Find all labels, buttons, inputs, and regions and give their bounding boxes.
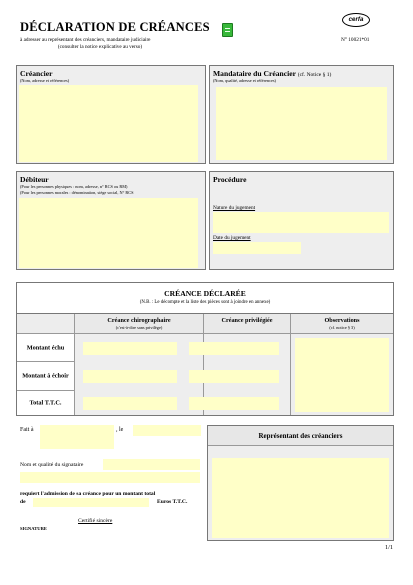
- debiteur-hint-physique: (Pour les personnes physiques : nom, adresse, n° RCS ou RM): [20, 184, 128, 189]
- representant-field[interactable]: [212, 458, 389, 538]
- chirographaire-a-echoir-field[interactable]: [83, 370, 177, 383]
- page-number: 1/1: [384, 544, 393, 551]
- creance-header: [17, 283, 393, 314]
- creance-title: CRÉANCE DÉCLARÉE: [164, 289, 246, 298]
- col-observations-label: Observations: [324, 317, 360, 324]
- creancier-field[interactable]: [19, 85, 198, 162]
- col-chirographaire: [75, 314, 204, 334]
- de-label: de: [20, 499, 26, 505]
- chirographaire-total-field[interactable]: [83, 397, 177, 410]
- nom-qualite-field-2[interactable]: [20, 472, 200, 483]
- mandataire-section: [209, 65, 394, 164]
- date-jugement-field[interactable]: [213, 242, 301, 254]
- row-montant-a-echoir: [17, 362, 75, 391]
- debiteur-field[interactable]: [19, 198, 198, 268]
- representant-header: [208, 426, 393, 446]
- mandataire-field[interactable]: [216, 87, 387, 160]
- fait-a-label: Fait à: [20, 427, 34, 433]
- montant-total-field[interactable]: [33, 498, 149, 507]
- nom-qualite-field[interactable]: [103, 459, 200, 470]
- mandataire-title-note: (cf. Notice § 1): [297, 72, 332, 78]
- debiteur-title: Débiteur: [20, 175, 49, 184]
- col-privilegiee-label: Créance privilégiée: [221, 317, 273, 324]
- date-jugement-label: Date du jugement: [213, 235, 251, 241]
- euros-ttc-label: Euros T.T.C.: [157, 499, 188, 505]
- debiteur-section: [16, 171, 206, 270]
- le-label: , le: [116, 427, 124, 433]
- debiteur-hint-morale: (Pour les personnes morales : dénomination, siège social, N° RCS: [20, 190, 134, 195]
- date-signature-field[interactable]: [133, 425, 201, 436]
- mandataire-title: Mandataire du Créancier (cf. Notice § 1): [213, 69, 332, 78]
- form-subtitle: à adresser au représentant des créanciers, mandataire judiciaire: [20, 37, 151, 43]
- row-label: Total T.T.C.: [29, 399, 62, 407]
- signature-label: SIGNATURE: [20, 526, 47, 531]
- observations-field[interactable]: [295, 338, 389, 412]
- col-chirographaire-label: Créance chirographaire: [107, 317, 171, 324]
- row-label: Montant échu: [26, 344, 65, 351]
- note-icon[interactable]: [222, 23, 233, 37]
- col-privilegiee: [204, 314, 291, 334]
- nature-jugement-label: Nature du jugement: [213, 205, 256, 211]
- form-instructions: (consulter la notice explicative au verso): [57, 44, 143, 50]
- nature-jugement-field[interactable]: [213, 212, 389, 233]
- form-number: N° 10021*01: [341, 37, 370, 43]
- certifie-sincere-label: Certifié sincère: [78, 518, 113, 524]
- creancier-hint: (Nom, adresse et références): [20, 78, 70, 83]
- procedure-section: [209, 171, 394, 270]
- privilegiee-a-echoir-field[interactable]: [189, 370, 279, 383]
- mandataire-hint: (Nom, qualité, adresse et références): [213, 78, 276, 83]
- col-observations-hint: (cf. notice § 3): [329, 325, 355, 330]
- col-chirographaire-hint: (c'est-à-dire sans privilège): [115, 325, 163, 330]
- chirographaire-echu-field[interactable]: [83, 342, 177, 355]
- row-label-header: [17, 314, 75, 334]
- row-label: Montant à échoir: [22, 372, 69, 380]
- creance-declaree-section: [16, 282, 394, 416]
- nom-qualite-label: Nom et qualité du signataire: [20, 462, 84, 468]
- row-total-ttc: [17, 391, 75, 415]
- creancier-section: [16, 65, 206, 164]
- creancier-title: Créancier: [20, 69, 53, 78]
- procedure-title: Procédure: [213, 175, 247, 184]
- privilegiee-total-field[interactable]: [189, 397, 279, 410]
- row-montant-echu: [17, 334, 75, 362]
- representant-section: [207, 425, 394, 541]
- representant-title: Représentant des créanciers: [258, 432, 343, 440]
- col-observations: [291, 314, 393, 334]
- requiert-text: requiert l'admission de sa créance pour un montant total: [20, 491, 156, 497]
- cerfa-logo: cerfa: [342, 13, 370, 27]
- creance-note: (N.B. : Le décompte et la liste des pièces sont à joindre en annexe): [139, 300, 271, 305]
- fait-a-field[interactable]: [40, 425, 114, 449]
- form-title: DÉCLARATION DE CRÉANCES: [20, 20, 210, 34]
- privilegiee-echu-field[interactable]: [189, 342, 279, 355]
